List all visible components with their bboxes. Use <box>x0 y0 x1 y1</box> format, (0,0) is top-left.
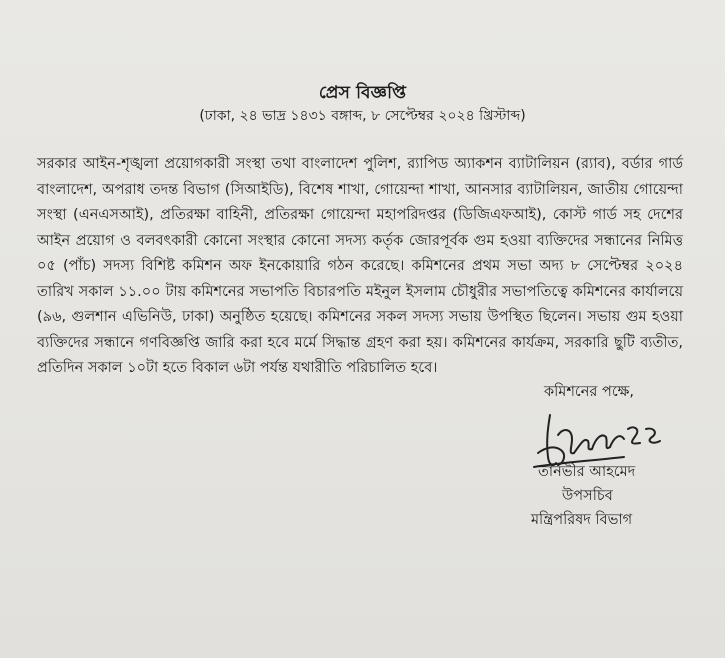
document-title: প্রেস বিজ্ঞপ্তি <box>318 83 407 103</box>
document-date-line: (ঢাকা, ২৪ ভাদ্র ১৪৩১ বঙ্গাব্দ, ৮ সেপ্টেম্বর ২০২৪ খ্রিস্টাব্দ) <box>199 108 526 124</box>
body-paragraph: সরকার আইন-শৃঙ্খলা প্রয়োগকারী সংস্থা তথা বাংলাদেশ পুলিশ, র‍্যাপিড অ্যাকশন ব্যাটালিয়ন (র‍্যাব), বর্ডার গার্ড বাংলাদেশ, অপরাধ তদন্ত বিভাগ (সিআইডি), বিশেষ শাখা, গোয়েন্দা শাখা, আনসার ব্যাটালিয়ন, জাতীয় গোয়েন্দা সংস্থা (এনএসআই), প্রতিরক্ষা বাহিনী, প্রতিরক্ষা গোয়েন্দা মহাপরিদপ্তর (ডিজিএফআই), কোস্ট গার্ড সহ দেশের আইন প্রয়োগ ও বলবৎকারী কোনো সংস্থার কোনো সদস্য কর্তৃক জোরপূর্বক গুম হওয়া ব্যক্তিদের সন্ধানের নিমিত্ত ০৫ (পাঁচ) সদস্য বিশিষ্ট কমিশন অফ ইনকোয়ারি গঠন করেছে। কমিশনের প্রথম সভা অদ্য ৮ সেপ্টেম্বর ২০২৪ তারিখ সকাল ১১.০০ টায় কমিশনের সভাপতি বিচারপতি মইনুল ইসলাম চৌধুরীর সভাপতিত্বে কমিশনের কার্যালয়ে (৯৬, গুলশান এভিনিউ, ঢাকা) অনুষ্ঠিত হয়েছে। কমিশনের সকল সদস্য সভায় উপস্থিত ছিলেন। সভায় গুম হওয়া ব্যক্তিদের সন্ধানে গণবিজ্ঞপ্তি জারি করা হবে মর্মে সিদ্ধান্ত গ্রহণ করা হয়। কমিশনের কার্যক্রম, সরকারি ছুটি ব্যতীত, প্রতিদিন সকাল ১০টা হতে বিকাল ৬টা পর্যন্ত যথারীতি পরিচালিত হবে। <box>37 156 683 376</box>
signature-intro: কমিশনের পক্ষে, <box>544 384 635 400</box>
signatory-name: তানভীর আহমেদ <box>538 464 636 480</box>
signatory-department: মন্ত্রিপরিষদ বিভাগ <box>531 512 633 528</box>
signatory-designation: উপসচিব <box>562 488 613 504</box>
